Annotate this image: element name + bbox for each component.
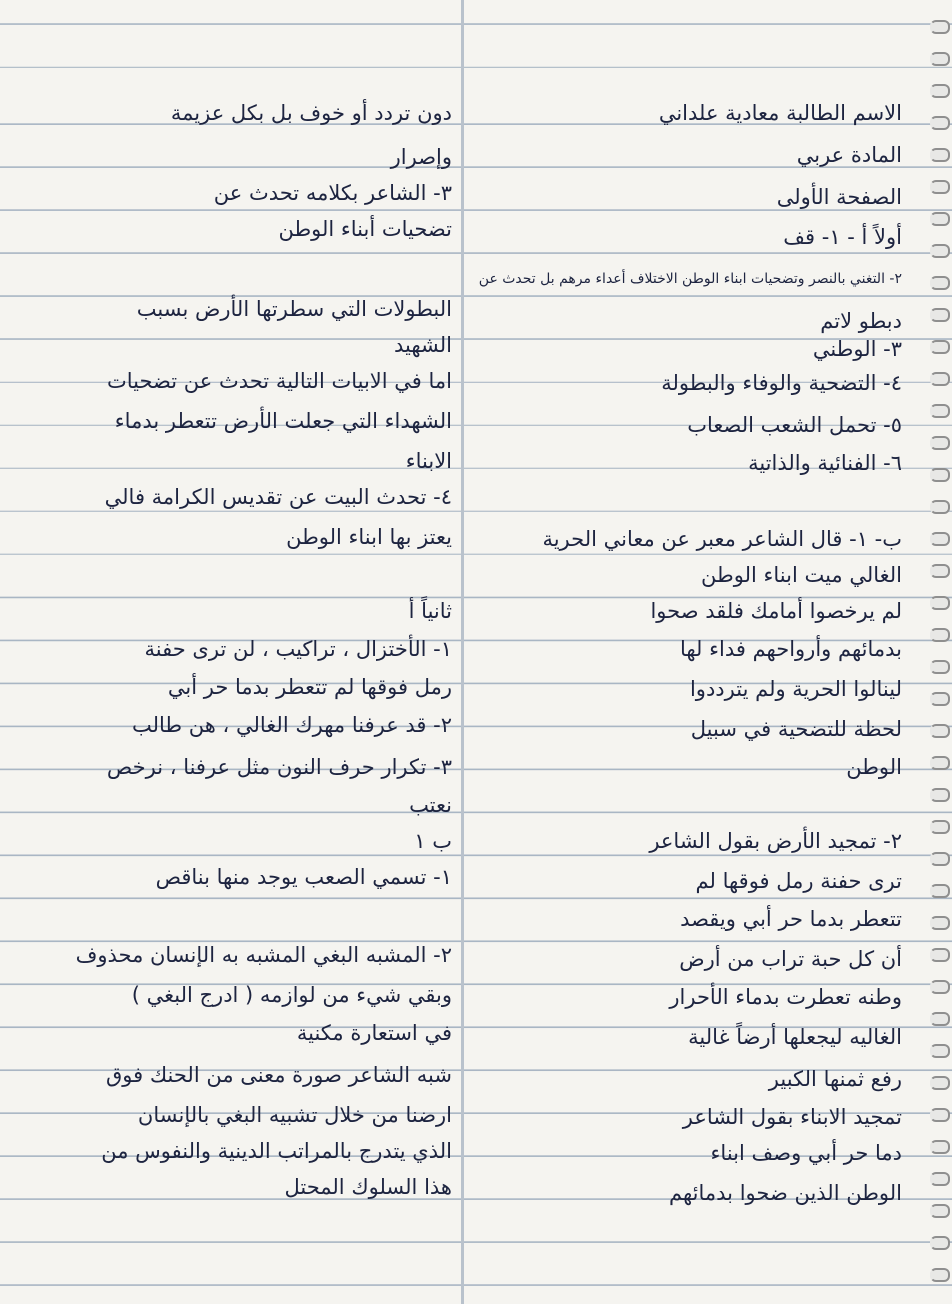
spiral-hole: [930, 884, 950, 898]
right-column-line: الغالي ميت ابناء الوطن: [701, 563, 902, 587]
spiral-hole: [930, 1268, 950, 1282]
right-column-line: الوطن الذين ضحوا بدمائهم: [669, 1181, 902, 1205]
spiral-hole: [930, 308, 950, 322]
right-column-line: الغاليه ليجعلها أرضاً غالية: [688, 1025, 902, 1049]
right-column-line: ٦- الفنائية والذاتية: [748, 451, 902, 475]
spiral-hole: [930, 852, 950, 866]
spiral-hole: [930, 1076, 950, 1090]
spiral-hole: [930, 1012, 950, 1026]
spiral-hole: [930, 756, 950, 770]
left-column-line: ب ١: [414, 829, 452, 853]
spiral-hole: [930, 212, 950, 226]
right-column-line: المادة عربي: [796, 143, 902, 167]
spiral-hole: [930, 372, 950, 386]
spiral-hole: [930, 340, 950, 354]
right-column-line: لم يرخصوا أمامك فلقد صحوا: [650, 599, 902, 623]
spiral-hole: [930, 52, 950, 66]
left-column-line: ١- تسمي الصعب يوجد منها بناقص: [155, 865, 452, 889]
left-column-line: هذا السلوك المحتل: [284, 1175, 452, 1199]
left-column-line: ٣- تكرار حرف النون مثل عرفنا ، نرخص: [106, 755, 452, 779]
right-column-line: ب- ١- قال الشاعر معبر عن معاني الحرية: [542, 527, 902, 551]
right-column-line: بدمائهم وأرواحهم فداء لها: [679, 637, 902, 661]
spiral-hole: [930, 596, 950, 610]
right-column-line: ترى حفنة رمل فوقها لم: [695, 869, 902, 893]
left-column-line: في استعارة مكنية: [296, 1021, 452, 1045]
spiral-hole: [930, 948, 950, 962]
right-column-line: لينالوا الحرية ولم يترددوا: [689, 677, 902, 701]
left-column-line: يعتز بها ابناء الوطن: [286, 525, 452, 549]
spiral-hole: [930, 820, 950, 834]
spiral-hole: [930, 500, 950, 514]
left-column-line: الشهداء التي جعلت الأرض تتعطر بدماء: [114, 409, 452, 433]
spiral-hole: [930, 1108, 950, 1122]
spiral-hole: [930, 660, 950, 674]
left-column-line: ١- الأختزال ، تراكيب ، لن ترى حفنة: [144, 637, 452, 661]
right-column-line: ٤- التضحية والوفاء والبطولة: [661, 371, 902, 395]
left-column-line: الابناء: [405, 449, 452, 473]
right-column-line: الوطن: [846, 755, 902, 779]
spiral-hole: [930, 692, 950, 706]
spiral-hole: [930, 788, 950, 802]
left-column-line: البطولات التي سطرتها الأرض بسبب: [136, 297, 452, 321]
right-column-line: رفع ثمنها الكبير: [768, 1067, 902, 1091]
spiral-hole: [930, 916, 950, 930]
spiral-hole: [930, 564, 950, 578]
right-column-line: ٥- تحمل الشعب الصعاب: [687, 413, 902, 437]
spiral-hole: [930, 628, 950, 642]
column-divider-line-secondary: [463, 0, 464, 1304]
spiral-hole: [930, 20, 950, 34]
left-column-line: اما في الابيات التالية تحدث عن تضحيات: [106, 369, 452, 393]
right-column-line: الاسم الطالبة معادية علداني: [658, 101, 902, 125]
spiral-hole: [930, 1204, 950, 1218]
spiral-hole: [930, 1172, 950, 1186]
left-column-line: نعتب: [409, 793, 452, 817]
spiral-hole: [930, 180, 950, 194]
left-column-line: الذي يتدرج بالمراتب الدينية والنفوس من: [101, 1139, 452, 1163]
spiral-hole: [930, 116, 950, 130]
left-column: [8, 0, 456, 1304]
notebook-spiral-binding: [926, 0, 952, 1304]
right-column-line: تمجيد الابناء بقول الشاعر: [682, 1105, 902, 1129]
spiral-hole: [930, 404, 950, 418]
right-column-line: وطنه تعطرت بدماء الأحرار: [669, 985, 902, 1009]
right-column-line: دما حر أبي وصف ابناء: [710, 1141, 902, 1165]
left-column-line: وإصرار: [390, 145, 452, 169]
left-column-line: الشهيد: [393, 333, 452, 357]
right-column-line: ٣- الوطني: [812, 337, 902, 361]
spiral-hole: [930, 436, 950, 450]
left-column-line: ٤- تحدث البيت عن تقديس الكرامة فالي: [104, 485, 452, 509]
left-column-line: ٢- قد عرفنا مهرك الغالي ، هن طالب: [132, 713, 452, 737]
left-column-line: دون تردد أو خوف بل بكل عزيمة: [170, 101, 452, 125]
right-column-line: تتعطر بدما حر أبي ويقصد: [680, 907, 902, 931]
spiral-hole: [930, 532, 950, 546]
spiral-hole: [930, 468, 950, 482]
left-column-line: شبه الشاعر صورة معنى من الحنك فوق: [105, 1063, 452, 1087]
spiral-hole: [930, 148, 950, 162]
left-column-line: وبقي شيء من لوازمه ( ادرج البغي ): [131, 983, 452, 1007]
left-column-line: ٣- الشاعر بكلامه تحدث عن: [213, 181, 452, 205]
left-column-line: ثانياً أ: [408, 599, 452, 623]
right-column-line: ٢- التغني بالنصر وتضحيات ابناء الوطن الاختلاف أعداء مرهم بل تحدث عن: [478, 271, 902, 287]
left-column-line: ٢- المشبه البغي المشبه به الإنسان محذوف: [75, 943, 452, 967]
right-column-line: لحظة للتضحية في سبيل: [690, 717, 902, 741]
spiral-hole: [930, 1140, 950, 1154]
spiral-hole: [930, 84, 950, 98]
right-column-line: أولاً أ - ١- قف: [783, 225, 902, 249]
spiral-hole: [930, 980, 950, 994]
left-column-line: ارضنا من خلال تشبيه البغي بالإنسان: [137, 1103, 452, 1127]
right-column-line: دبطو لاتم: [820, 309, 902, 333]
left-column-line: رمل فوقها لم تتعطر بدما حر أبي: [167, 675, 452, 699]
spiral-hole: [930, 1044, 950, 1058]
spiral-hole: [930, 1236, 950, 1250]
right-column: [470, 0, 918, 1304]
right-column-line: أن كل حبة تراب من أرض: [679, 947, 902, 971]
left-column-line: تضحيات أبناء الوطن: [278, 217, 452, 241]
spiral-hole: [930, 724, 950, 738]
spiral-hole: [930, 276, 950, 290]
right-column-line: الصفحة الأولى: [776, 185, 902, 209]
right-column-line: ٢- تمجيد الأرض بقول الشاعر: [649, 829, 902, 853]
spiral-hole: [930, 244, 950, 258]
